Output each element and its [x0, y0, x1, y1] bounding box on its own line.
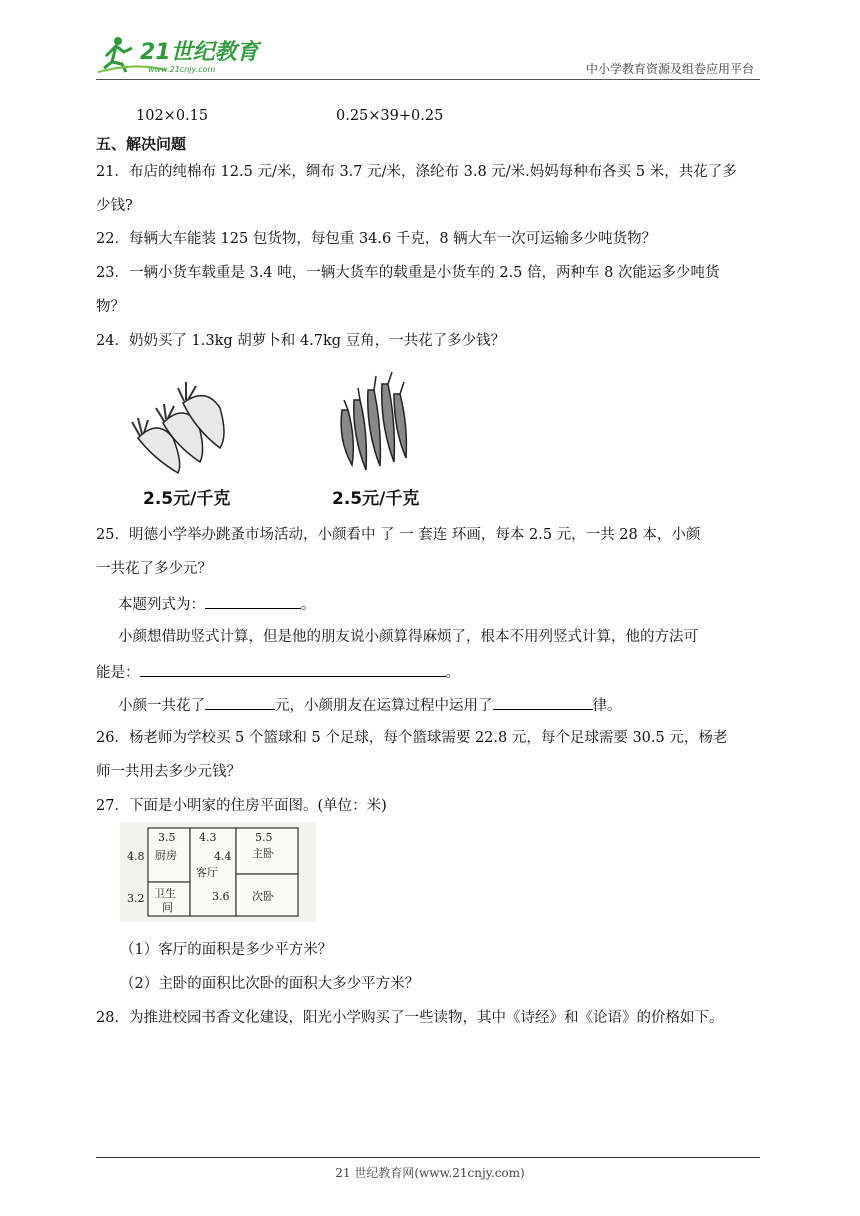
- header-divider: [96, 79, 760, 80]
- logo-text: 21世纪教育: [140, 40, 259, 65]
- header-tagline: 中小学教育资源及组卷应用平台: [585, 62, 754, 76]
- q27-line1: 27．下面是小明家的住房平面图。(单位：米): [96, 798, 387, 814]
- q25-formula: [118, 593, 788, 615]
- section-title: 五、解决问题: [96, 135, 187, 153]
- plan-bath-label1: 卫生: [154, 887, 176, 900]
- plan-bath-label2: 间: [162, 901, 173, 914]
- q25-method-blank[interactable]: [140, 661, 446, 677]
- q27-sub1: （1）客厅的面积是多少平方米？: [120, 942, 333, 958]
- plan-master-w: 5.5: [255, 831, 273, 844]
- q25-method-line2: [96, 661, 766, 683]
- plan-left-h1: 4.8: [127, 850, 145, 863]
- q23-line2: 物？: [96, 299, 125, 315]
- plan-living-b: 3.6: [212, 890, 230, 903]
- page-header: [96, 32, 760, 80]
- page-footer: 21 世纪教育网(www.21cnjy.com): [335, 1166, 525, 1180]
- q25-formula-blank[interactable]: [205, 593, 301, 609]
- q21-line2: 少钱?: [96, 198, 133, 214]
- q25-total-prefix: 小颜一共花了: [118, 698, 205, 714]
- q26-line2: 师一共用去多少元钱？: [96, 764, 241, 780]
- q25-formula-suffix: 。: [301, 597, 316, 613]
- beans-illustration: [334, 370, 414, 480]
- bean-price: 2.5元/千克: [332, 489, 420, 509]
- q21-line1: 21．布店的纯棉布 12.5 元/米，绸布 3.7 元/米，涤纶布 3.8 元/米.妈妈每种布各买 5 米，共花了多: [96, 164, 737, 180]
- logo-url: www.21cnjy.com: [148, 65, 216, 74]
- calc-right: 0.25×39+0.25: [336, 108, 444, 124]
- q25-line2: 一共花了多少元？: [96, 561, 212, 577]
- q25-total-blank[interactable]: [205, 694, 275, 710]
- calc-left: 102×0.15: [136, 108, 209, 124]
- q25-line1: 25．明德小学举办跳蚤市场活动，小颜看中 了 一 套连 环画，每本 2.5 元，一共 28 本，小颜: [96, 527, 701, 543]
- q25-total-mid: 元，小颜朋友在运算过程中运用了: [275, 698, 493, 714]
- plan-master-label: 主卧: [252, 847, 274, 860]
- footer-divider: [96, 1157, 760, 1158]
- plan-second-label: 次卧: [252, 890, 274, 903]
- q28-line1: 28．为推进校园书香文化建设，阳光小学购买了一些读物，其中《诗经》和《论语》的价格如下。: [96, 1010, 724, 1026]
- q22-line1: 22．每辆大车能装 125 包货物，每包重 34.6 千克，8 辆大车一次可运输多少吨货物？: [96, 231, 657, 247]
- q27-sub2: （2）主卧的面积比次卧的面积大多少平方米？: [120, 976, 420, 992]
- plan-kitchen-w: 3.5: [158, 831, 176, 844]
- carrot-price: 2.5元/千克: [143, 489, 231, 509]
- floor-plan: [120, 822, 316, 922]
- plan-living-label: 客厅: [196, 866, 218, 879]
- q25-method-suffix: 。: [445, 665, 460, 681]
- carrot-illustration: [128, 378, 238, 478]
- q25-formula-prefix: 本题列式为：: [118, 597, 205, 613]
- q23-line1: 23．一辆小货车载重是 3.4 吨，一辆大货车的载重是小货车的 2.5 倍，两种车 8 次能运多少吨货: [96, 265, 720, 281]
- q25-method-line1: 小颜想借助竖式计算，但是他的朋友说小颜算得麻烦了，根本不用列竖式计算，他的方法可: [118, 629, 698, 645]
- site-logo: [96, 32, 266, 76]
- plan-left-h2: 3.2: [127, 892, 145, 905]
- plan-living-h: 4.4: [214, 850, 232, 863]
- plan-living-w: 4.3: [199, 831, 217, 844]
- q25-law-blank[interactable]: [493, 694, 593, 710]
- q26-line1: 26．杨老师为学校买 5 个篮球和 5 个足球，每个篮球需要 22.8 元，每个足球需要 30.5 元，杨老: [96, 730, 728, 746]
- q24-line1: 24．奶奶买了 1.3kg 胡萝卜和 4.7kg 豆角，一共花了多少钱？: [96, 333, 506, 349]
- plan-kitchen-label: 厨房: [155, 849, 177, 862]
- q25-total: [118, 694, 788, 716]
- q25-total-suffix: 律。: [592, 698, 622, 714]
- q25-method-prefix: 能是：: [96, 665, 140, 681]
